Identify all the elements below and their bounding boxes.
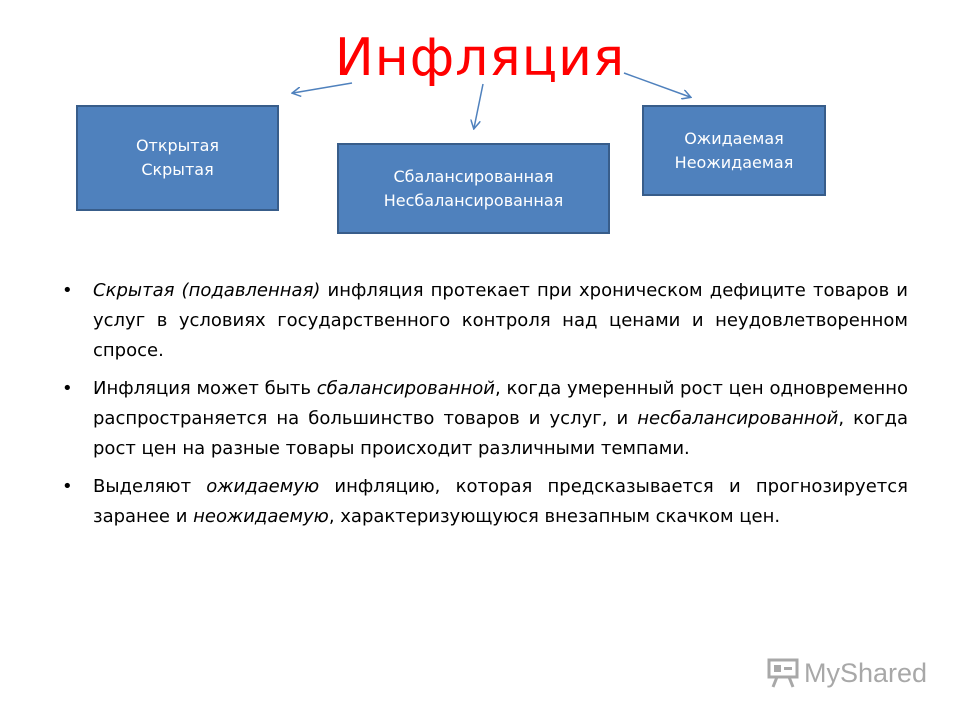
bullet-italic-text: неожидаемую: [193, 506, 329, 527]
box-balanced-line2: Несбалансированная: [383, 190, 564, 210]
slide-title: Инфляция: [334, 28, 626, 88]
bullet-text: инфляцию, которая предсказывается и прогнозируется заранее и: [93, 476, 908, 527]
box-open-hidden: [76, 105, 279, 211]
bullet-item: [62, 276, 908, 366]
bullet-text: , когда рост цен на разные товары происходит различными темпами.: [93, 408, 908, 459]
bullet-text: , когда умеренный рост цен одновременно распространяется на большинство товаров и услуг, и: [93, 378, 908, 429]
box-expected-unexpected: [642, 105, 826, 196]
bullet-item: [62, 374, 908, 464]
bullet-text: Выделяют: [93, 476, 207, 497]
box-expected-line2: Неожидаемая: [674, 152, 794, 172]
box-balanced-unbalanced: [337, 143, 610, 234]
bullet-dot: •: [62, 476, 73, 497]
bullet-text: Инфляция может быть: [93, 378, 317, 399]
presentation-board-icon: [766, 658, 800, 688]
bullet-text: , характеризующуюся внезапным скачком цен.: [328, 506, 781, 527]
myshared-logo: [766, 656, 927, 690]
bullet-dot: •: [62, 378, 73, 399]
arrow-to-open: [293, 83, 352, 93]
arrow-to-expected: [624, 73, 690, 97]
logo-text: MyShared: [804, 658, 928, 688]
bullet-italic-text: Скрытая (подавленная): [93, 280, 321, 301]
bullet-italic-text: несбалансированной: [637, 408, 839, 429]
box-open-line2: Скрытая: [141, 160, 214, 179]
arrow-to-balanced: [474, 84, 483, 128]
bullet-item: [62, 472, 908, 532]
bullet-italic-text: ожидаемую: [206, 476, 320, 497]
box-balanced-line1: Сбалансированная: [393, 166, 554, 186]
box-open-line1: Открытая: [135, 136, 220, 155]
bullet-italic-text: сбалансированной: [316, 378, 496, 399]
bullet-dot: •: [62, 280, 73, 301]
box-expected-line1: Ожидаемая: [684, 128, 784, 148]
bullet-list: [62, 276, 908, 540]
bullet-text: инфляция протекает при хроническом дефиците товаров и услуг в условиях государственного контроля над ценами и неудовлетворенном спросе.: [93, 280, 908, 361]
